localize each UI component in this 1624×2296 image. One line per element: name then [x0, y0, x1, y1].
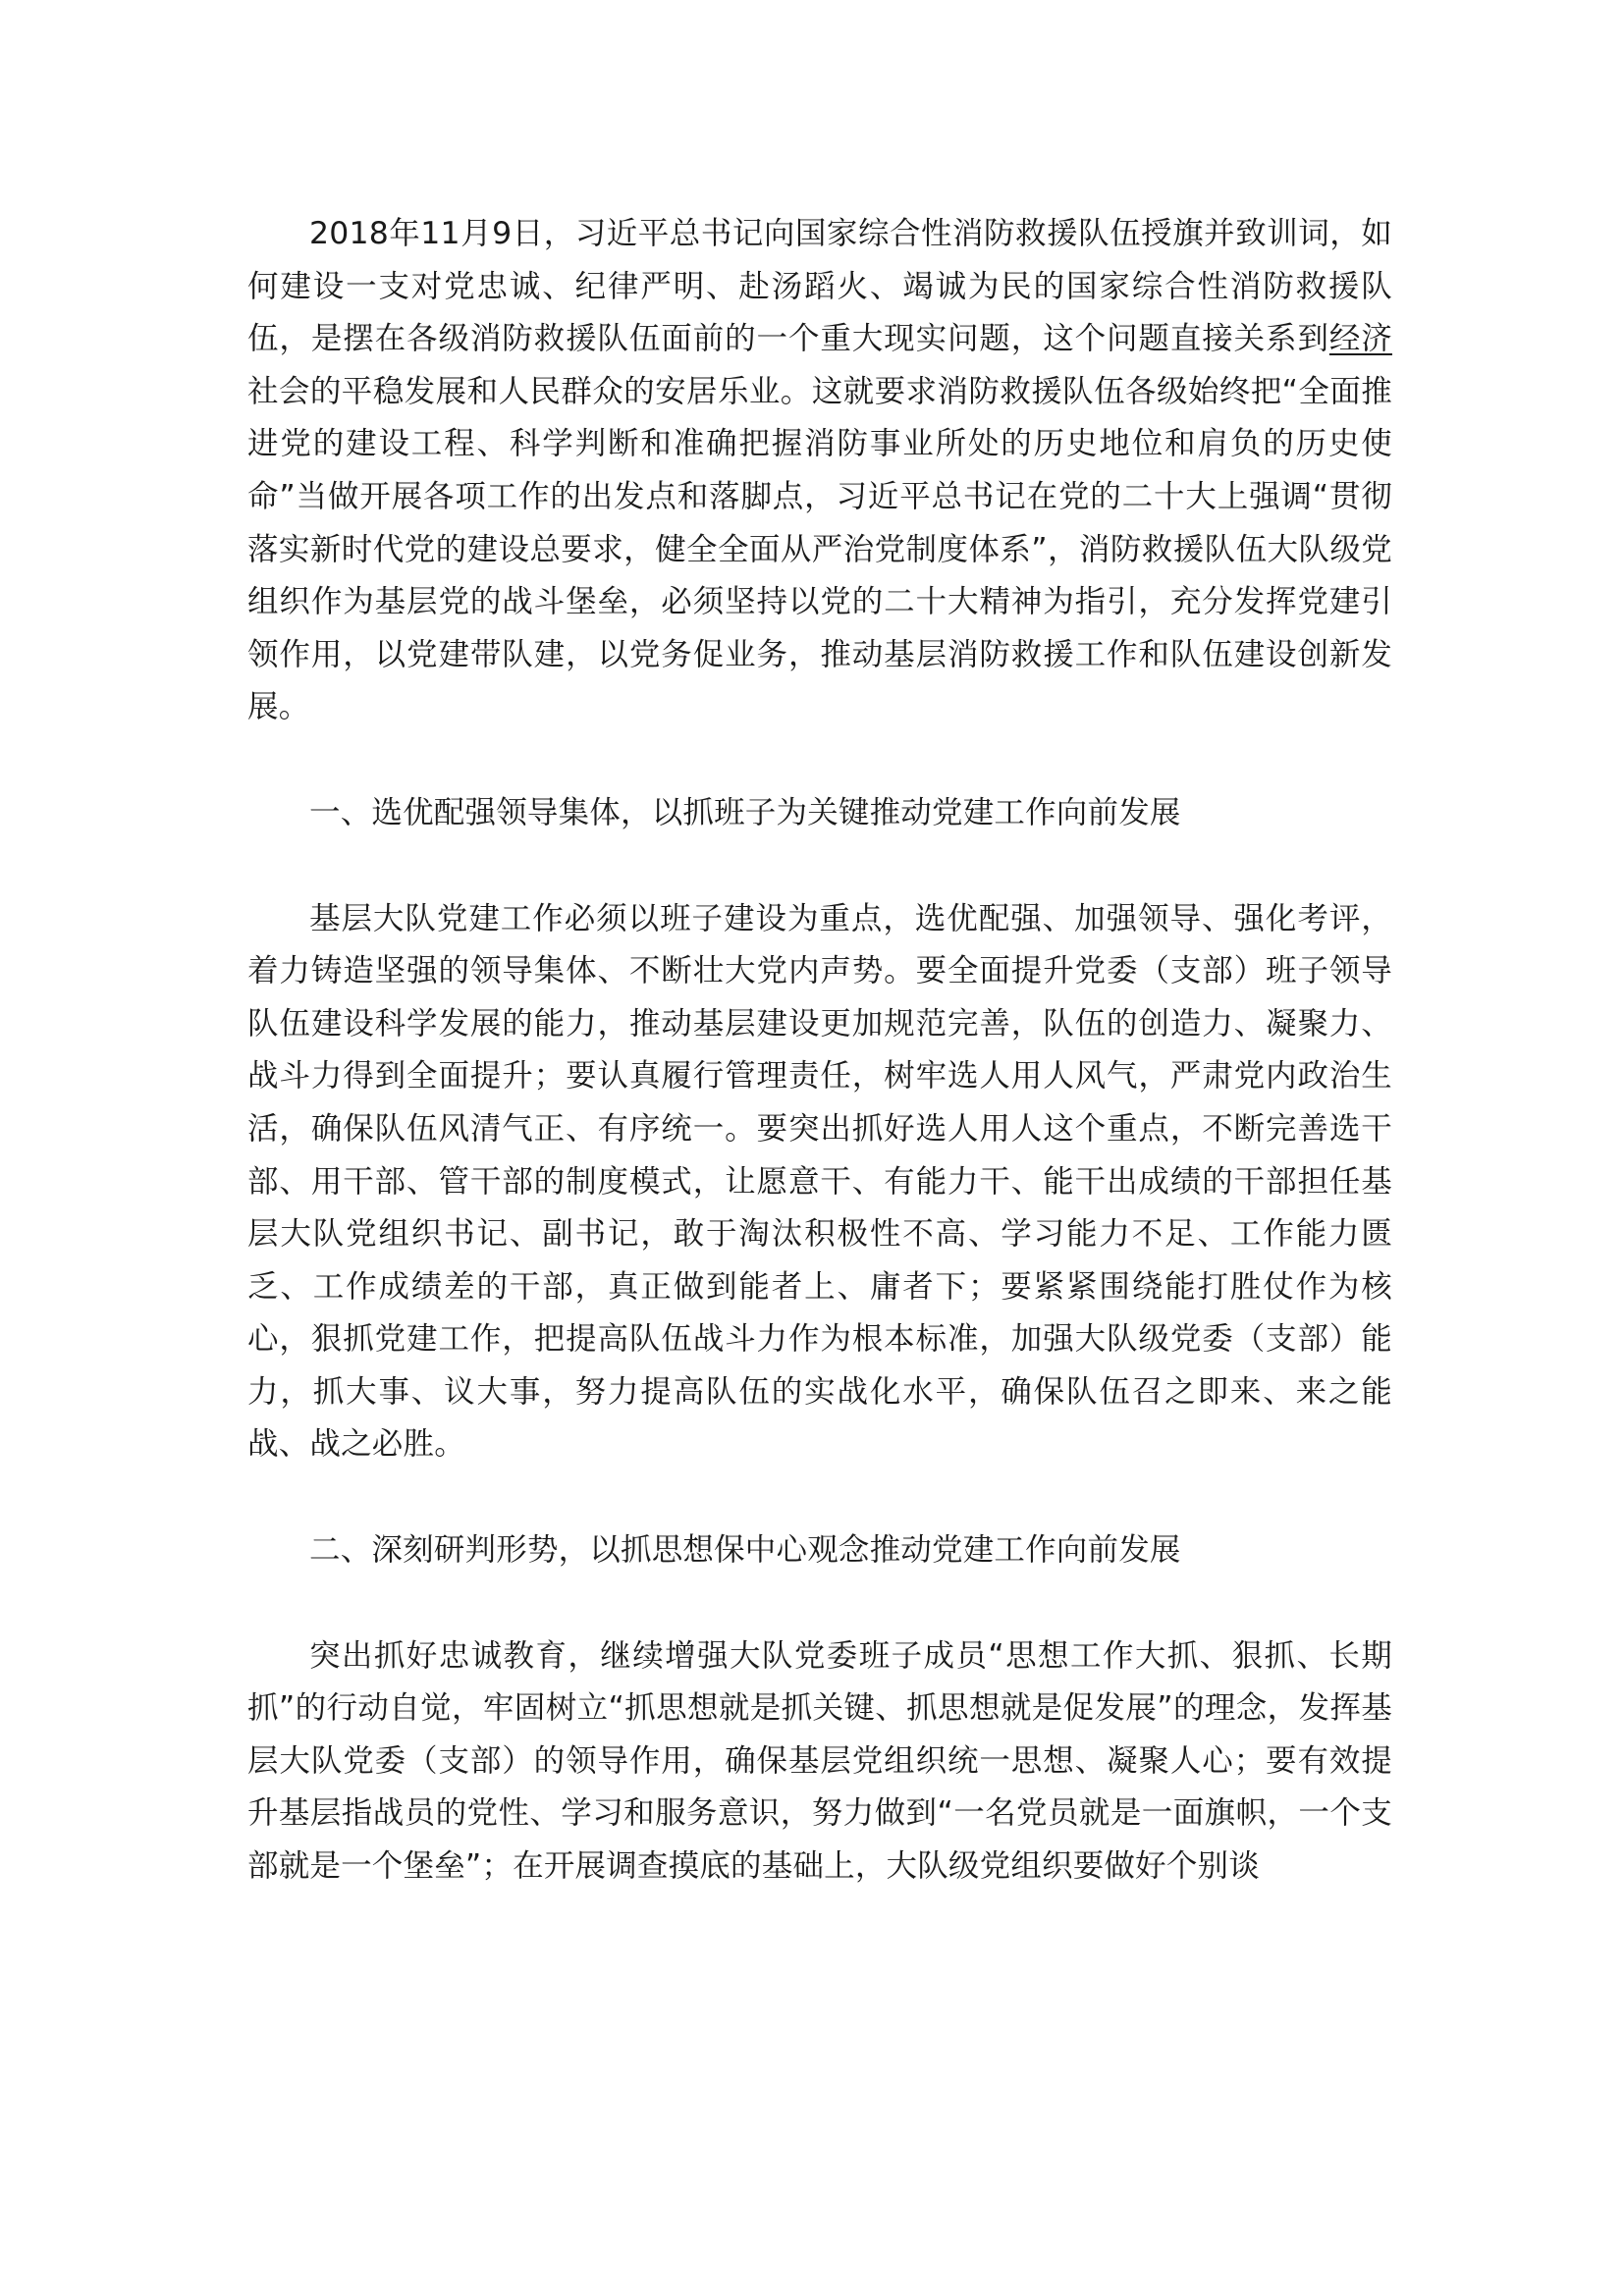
intro-text-end: 社会的平稳发展和人民群众的安居乐业。这就要求消防救援队伍各级始终把“全面推进党的建设工程、科学判断和准确把握消防事业所处的历史地位和肩负的历史使命”当做开展各项工作的出发点和落脚点，习近平总书记在党的二十大上强调“贯彻落实新时代党的建设总要求，健全全面从严治党制度体系”，消防救援队伍大队级党组织作为基层党的战斗堡垒，必须坚持以党的二十大精神为指引，充分发挥党建引领作用，以党建带队建，以党务促业务，推动基层消防救援工作和队伍建设创新发展。	[247, 373, 1392, 725]
section-2-paragraph: 突出抓好忠诚教育，继续增强大队党委班子成员“思想工作大抓、狠抓、长期抓”的行动自觉，牢固树立“抓思想就是抓关键、抓思想就是促发展”的理念，发挥基层大队党委（支部）的领导作用，确保基层党组织统一思想、凝聚人心；要有效提升基层指战员的党性、学习和服务意识，努力做到“一名党员就是一面旗帜，一个支部就是一个堡垒”；在开展调查摸底的基础上，大队级党组织要做好个别谈	[247, 1637, 1392, 1885]
intro-paragraph	[247, 208, 1392, 734]
section-heading-2: 二、深刻研判形势，以抓思想保中心观念推动党建工作向前发展	[309, 1532, 1181, 1569]
intro-text-start: 2018年11月9日，习近平总书记向国家综合性消防救援队伍授旗并致训词，如何建设一支对党忠诚、纪律严明、赴汤蹈火、竭诚为民的国家综合性消防救援队伍，是摆在各级消防救援队伍面前的一个重大现实问题，这个问题直接关系到	[247, 216, 1392, 357]
section-1-paragraph: 基层大队党建工作必须以班子建设为重点，选优配强、加强领导、强化考评，着力铸造坚强的领导集体、不断壮大党内声势。要全面提升党委（支部）班子领导队伍建设科学发展的能力，推动基层建设更加规范完善，队伍的创造力、凝聚力、战斗力得到全面提升；要认真履行管理责任，树牢选人用人风气，严肃党内政治生活，确保队伍风清气正、有序统一。要突出抓好选人用人这个重点，不断完善选干部、用干部、管干部的制度模式，让愿意干、有能力干、能干出成绩的干部担任基层大队党组织书记、副书记，敢于淘汰积极性不高、学习能力不足、工作能力匮乏、工作成绩差的干部，真正做到能者上、庸者下；要紧紧围绕能打胜仗作为核心，狠抓党建工作，把提高队伍战斗力作为根本标准，加强大队级党委（支部）能力，抓大事、议大事，努力提高队伍的实战化水平，确保队伍召之即来、来之能战、战之必胜。	[247, 900, 1392, 1463]
economy-link[interactable]: 经济	[1328, 321, 1392, 357]
section-heading-1: 一、选优配强领导集体，以抓班子为关键推动党建工作向前发展	[309, 794, 1181, 830]
